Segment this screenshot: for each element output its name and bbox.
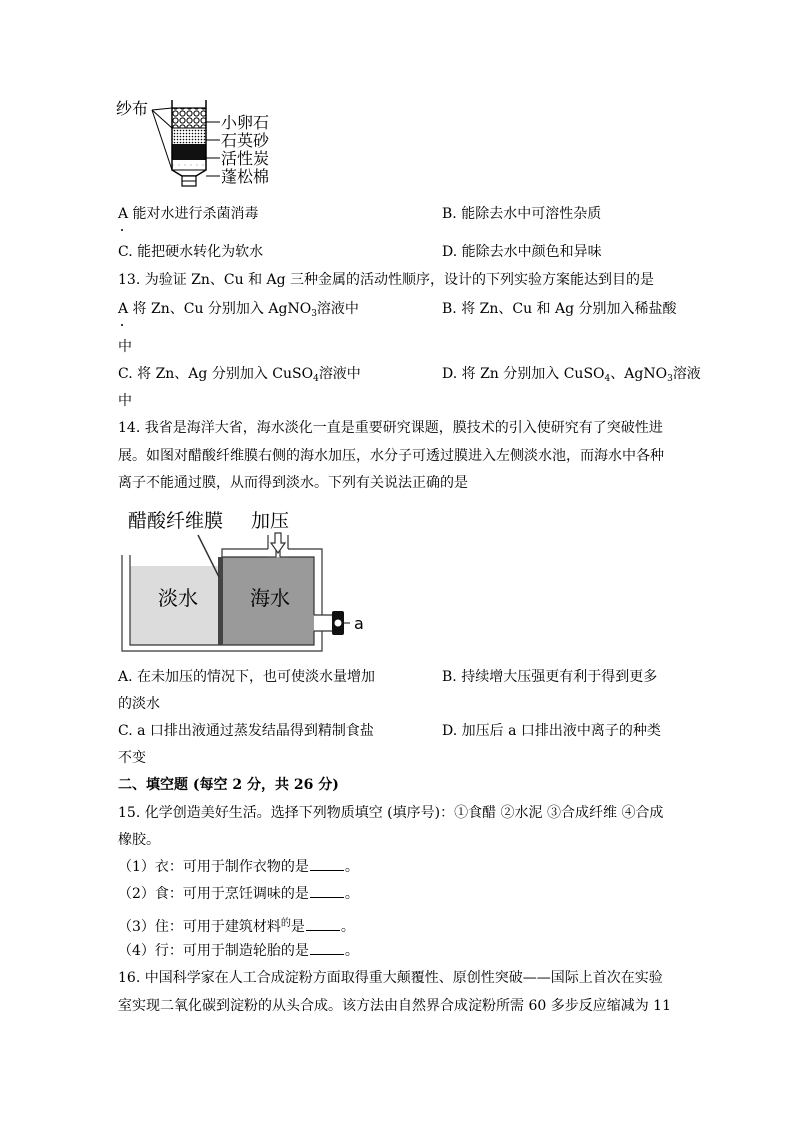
emphasis-dot — [121, 324, 123, 326]
quartz-sand-layer — [172, 128, 206, 144]
membrane-desalination-figure — [118, 503, 378, 653]
membrane — [218, 557, 223, 645]
answer-blank[interactable] — [310, 885, 344, 898]
q13-option-b-cont: 中 — [118, 339, 132, 355]
cotton-layer — [172, 160, 206, 170]
q14-stem-line3: 离子不能通过膜，从而得到淡水。下列有关说法正确的是 — [118, 475, 468, 491]
q14-stem-line2: 展。如图对醋酸纤维膜右侧的海水加压，水分子可透过膜进入左侧淡水池，而海水中各种 — [118, 448, 664, 464]
q13-option-c: C. 将 Zn、Ag 分别加入 CuSO$_4$溶液中 — [118, 366, 361, 384]
quartz-sand-label: 石英砂 — [221, 131, 270, 150]
q13-option-a: A 将 Zn、Cu 分别加入 AgNO$_3$溶液中 — [118, 301, 359, 319]
q12-option-c: C. 能把硬水转化为软水 — [118, 244, 264, 260]
q14-option-d: D. 加压后 a 口排出液中离子的种类 — [442, 723, 661, 739]
answer-blank[interactable] — [310, 858, 344, 871]
q12-option-a: A 能对水进行杀菌消毒 — [118, 206, 259, 222]
q13-stem: 13. 为验证 Zn、Cu 和 Ag 三种金属的活动性顺序，设计的下列实验方案能达到目的是 — [118, 272, 655, 288]
sea-water-label: 海水 — [250, 586, 290, 610]
water-filter-figure — [116, 96, 281, 196]
emphasis-dot — [121, 229, 123, 231]
q13-option-d-cont: 中 — [118, 393, 132, 409]
q14-option-b: B. 持续增大压强更有利于得到更多 — [442, 669, 658, 685]
q14-option-a: A. 在未加压的情况下，也可使淡水量增加 — [118, 669, 376, 685]
q15-sub2: （2）食：可用于烹饪调味的是 。 — [118, 886, 359, 902]
q16-stem-line1: 16. 中国科学家在人工合成淀粉方面取得重大颠覆性、原创性突破——国际上首次在实验 — [118, 970, 663, 986]
q14-stem-line1: 14. 我省是海洋大省，海水淡化一直是重要研究课题，膜技术的引入使研究有了突破性进 — [118, 420, 663, 436]
q15-sub4: （4）行：可用于制造轮胎的是 。 — [118, 943, 359, 959]
answer-blank[interactable] — [306, 918, 340, 931]
membrane-label: 醋酸纤维膜 — [128, 510, 224, 532]
answer-blank[interactable] — [310, 942, 344, 955]
fresh-water-label: 淡水 — [158, 586, 198, 610]
q13-option-d: D. 将 Zn 分别加入 CuSO$_4$、AgNO$_3$溶液 — [442, 366, 701, 384]
q15-sub1: （1）衣：可用于制作衣物的是 。 — [118, 859, 359, 875]
q15-stem-line1: 15. 化学创造美好生活。选择下列物质填空 (填序号)：①食醋 ②水泥 ③合成纤维 ④合成 — [118, 805, 664, 821]
activated-carbon-label: 活性炭 — [221, 149, 270, 168]
gauze-label: 纱布 — [116, 99, 149, 118]
pressure-arrow-icon — [271, 533, 285, 553]
q14-option-c: C. a 口排出液通过蒸发结晶得到精制食盐 — [118, 723, 374, 739]
outlet-label: a — [354, 614, 364, 633]
q16-stem-line2: 室实现二氧化碳到淀粉的从头合成。该方法由自然界合成淀粉所需 60 多步反应缩减为 11 — [118, 998, 671, 1014]
q12-option-b: B. 能除去水中可溶性杂质 — [442, 206, 602, 222]
q12-option-d: D. 能除去水中颜色和异味 — [442, 244, 602, 260]
q13-option-b: B. 将 Zn、Cu 和 Ag 分别加入稀盐酸 — [442, 301, 677, 317]
q15-stem-line2: 橡胶。 — [118, 832, 160, 848]
section-title: 二、填空题 (每空 2 分，共 26 分) — [118, 777, 339, 793]
pebble-label: 小卵石 — [221, 113, 270, 132]
q15-sub3: （3）住：可用于建筑材料$^的$是 。 — [118, 918, 355, 935]
cotton-label: 蓬松棉 — [221, 167, 270, 186]
q14-option-c-cont: 不变 — [118, 750, 146, 766]
q14-option-a-cont: 的淡水 — [118, 696, 160, 712]
activated-carbon-layer — [172, 144, 206, 160]
pressure-label: 加压 — [251, 510, 290, 532]
pebble-layer — [172, 108, 206, 128]
